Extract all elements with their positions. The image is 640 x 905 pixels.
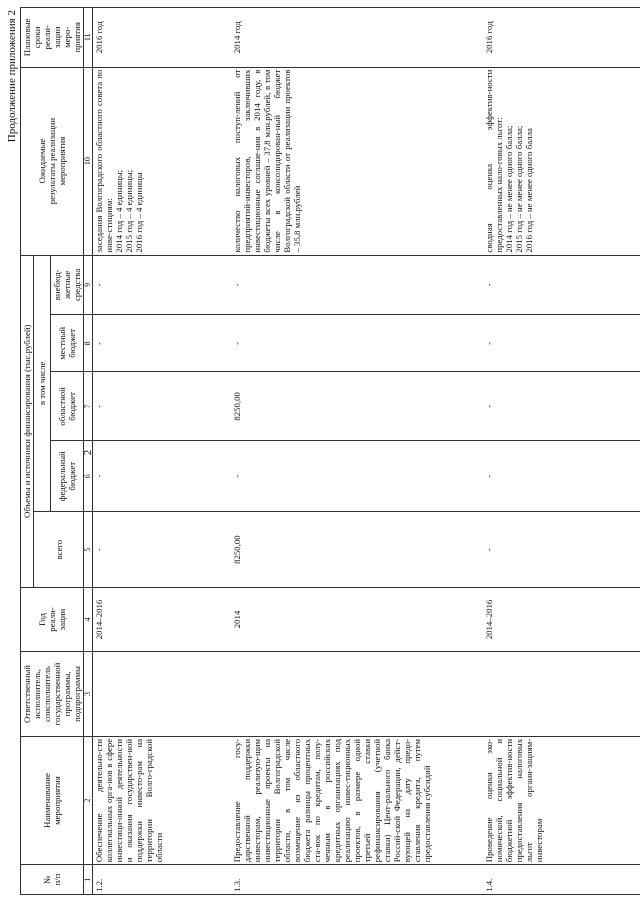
- column-number: 3: [84, 652, 93, 737]
- row-number: 1.2.: [93, 865, 231, 895]
- funding-federal: -: [231, 441, 483, 512]
- activity-year: 2014: [231, 587, 483, 651]
- planned-terms: 2016 год: [483, 8, 640, 68]
- row-number: 1.3.: [231, 865, 483, 895]
- planned-terms: 2014 год: [231, 8, 483, 68]
- column-number: 4: [84, 587, 93, 651]
- header-local: местный бюджет: [51, 315, 84, 372]
- funding-regional: -: [483, 372, 640, 441]
- header-regional: областной бюджет: [51, 372, 84, 441]
- table-row: [483, 8, 640, 895]
- funding-extra: -: [483, 255, 640, 315]
- funding-total: -: [483, 512, 640, 588]
- header-federal: федеральный бюджет: [51, 441, 84, 512]
- column-number: 10: [84, 67, 93, 255]
- activity-year: 2014–2016: [93, 587, 231, 651]
- header-name: Наименование мероприятия: [21, 736, 84, 864]
- funding-total: -: [93, 512, 231, 588]
- column-number: 6: [84, 441, 93, 512]
- funding-local: -: [93, 315, 231, 372]
- activity-name: Проведение оценки эко-номической, социальной и бюджетной эффектив-ности предоставления налоговых льгот органи-зациям-инвесторам: [483, 736, 640, 864]
- activity-year: 2014–2016: [483, 587, 640, 651]
- row-number: 1.4.: [483, 865, 640, 895]
- column-number: 9: [84, 255, 93, 315]
- header-no: № п/п: [21, 865, 84, 895]
- activity-executor: [93, 652, 231, 737]
- planned-terms: 2016 год: [93, 8, 231, 68]
- expected-results: количество налоговых поступ-лений от предприятий-инвесторов, заключивших инвестиционные соглаше-ния в 2014 году, в бюджеты всех уровней – 37,8 млн.рублей, в том числе в консолидирован-ный бюджет Волгоградской области от реализации проектов – 35,8 млн.рублей: [231, 67, 483, 255]
- activity-name: Предоставление госу-дарственной поддержки инвесторам, реализую-щим инвестиционные проекты на территории Волгоградской области, в том числе возмещение из областного бюджета разницы процентных ста-вок по кредитам, полу-ченным в российских кредитных организациях под реализацию инвес-тиционных проектов, в размере одной третьей ставки рефинансирования (учетной ставки) Цент-рального банка Россий-ской Федерации, дейст-вующей на дату предо-ставления кредита, путем предоставления субсидий: [231, 736, 483, 864]
- column-number: 11: [84, 8, 93, 68]
- column-number: 7: [84, 372, 93, 441]
- activity-executor: [231, 652, 483, 737]
- funding-regional: 8250,00: [231, 372, 483, 441]
- header-executor: Ответственный исполнитель, соисполнитель государственной программы, подпрограммы: [21, 652, 84, 737]
- expected-results: сводная оценка эффектив-ности предоставленных нало-говых льгот: 2014 год – не менее одного балла; 2015 год – не менее одного балла; 2016 год – не менее одного балла: [483, 67, 640, 255]
- header-extra: внебюд- жетные средства: [51, 255, 84, 315]
- funding-extra: -: [231, 255, 483, 315]
- header-total: всего: [34, 512, 84, 588]
- column-number: 5: [84, 512, 93, 588]
- activity-executor: [483, 652, 640, 737]
- expected-results: заседания Волгоградского областного совета по инве-стициям: 2014 год – 4 единицы; 2015 год – 4 единицы; 2016 год – 4 единицы: [93, 67, 231, 255]
- funding-extra: -: [93, 255, 231, 315]
- table-row: [231, 8, 483, 895]
- header-incl: в том числе: [34, 255, 51, 512]
- header-terms: Плановые сроки реали- зации меро- приятия: [21, 8, 84, 68]
- continuation-label: Продолжение приложения 2: [6, 10, 18, 143]
- activity-name: Обеспечение деятельно-сти коллегиальных орга-нов в сфере инвестици-онной деятельности и оказания государствен-ной поддержки инвесто-рам на территории Волго-градской области: [93, 736, 231, 864]
- funding-local: -: [231, 315, 483, 372]
- column-number: 1: [84, 865, 93, 895]
- header-year: Год реали- зации: [21, 587, 84, 651]
- activities-table: [20, 7, 640, 895]
- column-number: 8: [84, 315, 93, 372]
- header-results: Ожидаемые результаты реализации мероприятия: [21, 67, 84, 255]
- funding-regional: -: [93, 372, 231, 441]
- funding-federal: -: [93, 441, 231, 512]
- funding-local: -: [483, 315, 640, 372]
- page-number: 2: [82, 449, 94, 456]
- table-row: [93, 8, 231, 895]
- funding-total: 8250,00: [231, 512, 483, 588]
- header-funding: Объемы и источники финансирования (тыс.рублей): [21, 255, 34, 587]
- column-number: 2: [84, 736, 93, 864]
- funding-federal: -: [483, 441, 640, 512]
